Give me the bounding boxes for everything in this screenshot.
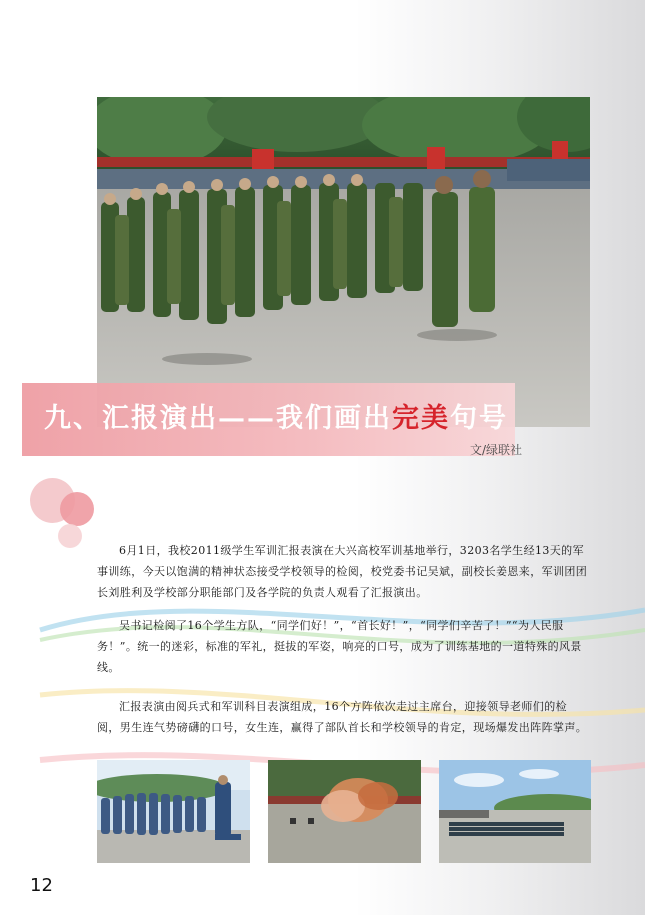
- byline: 文/绿联社: [469, 443, 522, 457]
- title-suffix: 句号: [450, 403, 508, 434]
- body-paragraph-3: 汇报表演由阅兵式和军训科目表演组成，16个方阵依次走过主席台，迎接领导老师们的检阅，男生连气势磅礴的口号，女生连，赢得了部队首长和学校领导的肯定，现场爆发出阵阵掌声。: [97, 700, 588, 734]
- decorative-circle-medium: [60, 492, 94, 526]
- decorative-circle-small: [58, 524, 82, 548]
- title-highlight: 完美: [392, 403, 450, 434]
- body-paragraph-1: 6月1日，我校2011级学生军训汇报表演在大兴高校军训基地举行，3203名学生经13天的军事训练，今天以饱满的精神状态接受学校领导的检阅，校党委书记吴斌，副校长姜恩来，军训团团长刘胜利及学校部分职能部门及各学院的负责人观看了汇报演出。: [97, 544, 588, 599]
- photo-explosion-drill: [268, 760, 421, 863]
- page-number: 12: [30, 875, 53, 896]
- body-paragraph-2: 吴书记检阅了16个学生方队，“同学们好！”，“首长好！”，“同学们辛苦了！”“为人民服务！”。统一的迷彩，标准的军礼，挺拔的军姿，响亮的口号，成为了训练基地的一道特殊的风景线。: [97, 619, 582, 674]
- title-prefix: 九、汇报演出——我们画出: [44, 403, 392, 434]
- photo-marching-formation: [97, 760, 250, 863]
- hero-photo-marching-soldiers: [97, 97, 590, 427]
- photo-parade-ground-formation: [439, 760, 591, 863]
- section-title: [44, 396, 514, 442]
